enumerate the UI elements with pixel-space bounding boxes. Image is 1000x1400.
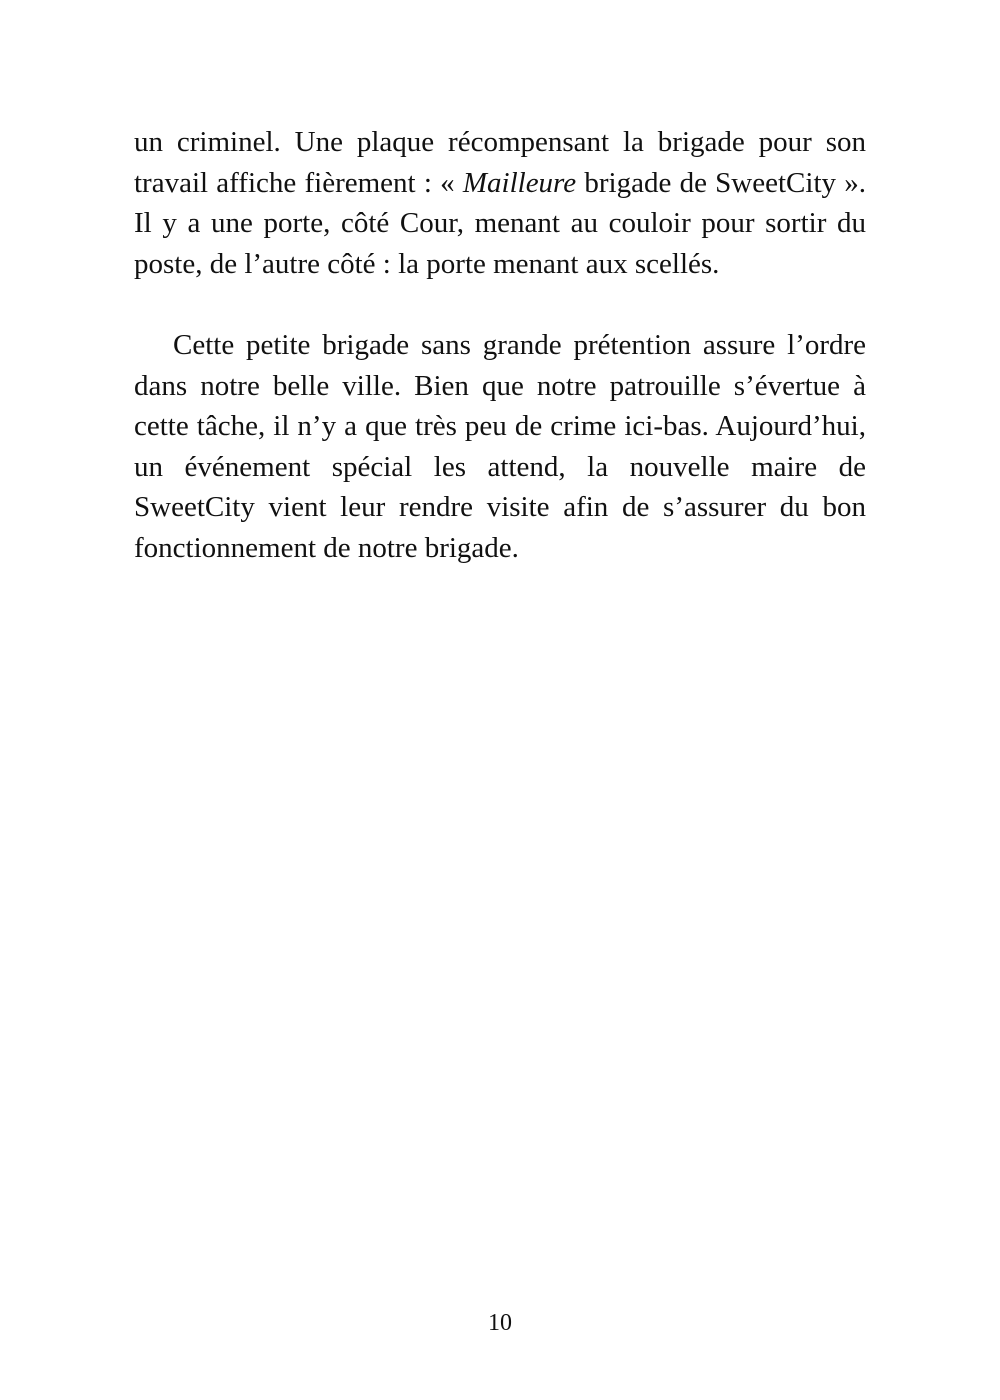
body-text — [134, 122, 866, 569]
paragraph-1-italic: Mailleure — [462, 166, 577, 199]
paragraph-1-start: un criminel. Une plaque récompensant la brigade pour son travail affiche fièrement : « — [134, 126, 866, 199]
paragraph-1-end: brigade de SweetCity ». Il y a une porte, côté Cour, menant au couloir pour sortir du poste, de l’autre côté : la porte menant aux scellés. — [134, 166, 866, 280]
paragraph-2: Cette petite brigade sans grande prétention assure l’ordre dans notre belle ville. Bien que notre patrouille s’évertue à cette tâche, il n’y a que très peu de crime ici-bas. Aujourd’hui, un événement spécial les attend, la nouvelle maire de SweetCity vient leur rendre visite afin de s’assurer du bon fonctionnement de notre brigade. — [134, 328, 866, 564]
page-number: 10 — [488, 1310, 512, 1336]
paragraph-1 — [134, 122, 866, 284]
